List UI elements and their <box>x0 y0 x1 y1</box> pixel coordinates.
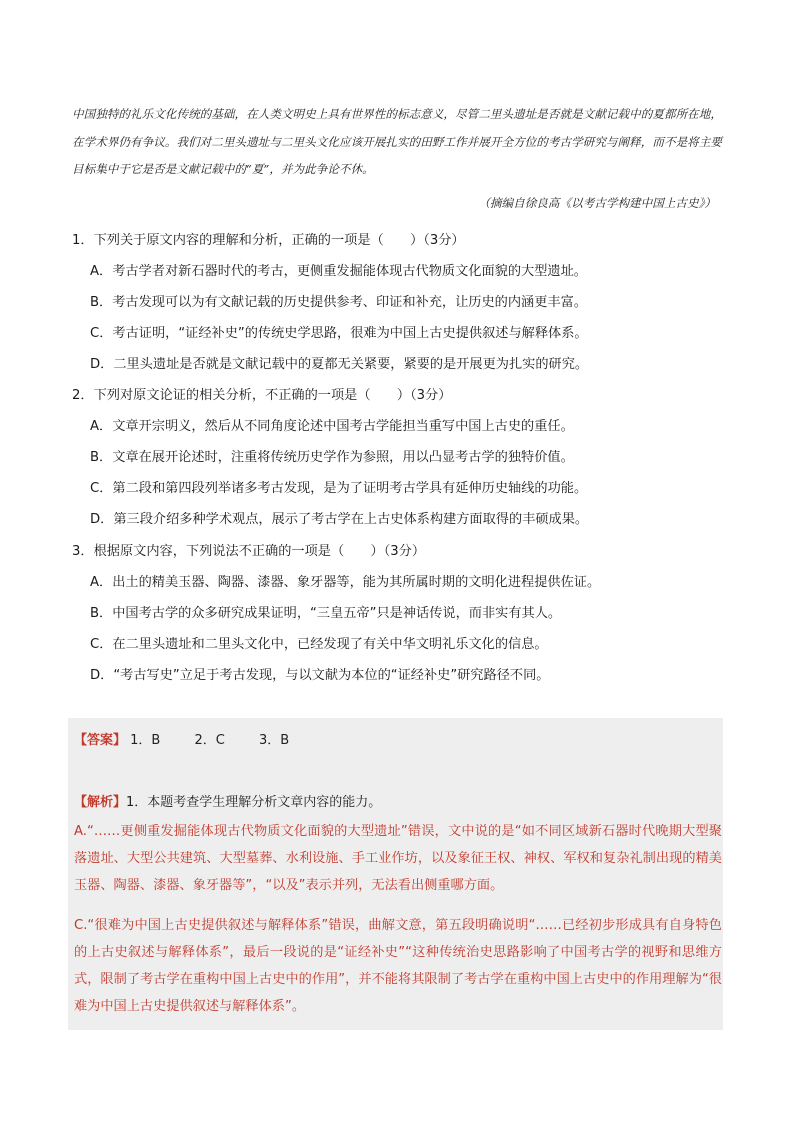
question-1-option-b: B．考古发现可以为有文献记载的历史提供参考、印证和补充，让历史的内涵更丰富。 <box>90 295 587 310</box>
question-1-option-c: C．考古证明，“证经补史”的传统史学思路，很难为中国上古史提供叙述与解释体系。 <box>90 326 588 341</box>
question-3-option-d: D．“考古写史”立足于考古发现，与以文献为本位的“证经补史”研究路径不同。 <box>90 668 550 683</box>
explanation-paragraph-a: A.“……更侧重发掘能体现古代物质文化面貌的大型遗址”错误，文中说的是“如不同区域新石器时代晚期大型聚落遗址、大型公共建筑、大型墓葬、水利设施、手工业作坊，以及象征王权、神权、军权和复杂礼制出现的精美玉器、陶器、漆器、象牙器等”，“以及”表示并列，无法看出侧重哪方面。 <box>74 824 722 893</box>
question-3-option-a: A．出土的精美玉器、陶器、漆器、象牙器等，能为其所属时期的文明化进程提供佐证。 <box>90 575 601 590</box>
question-3-option-c: C．在二里头遗址和二里头文化中，已经发现了有关中华文明礼乐文化的信息。 <box>90 637 548 652</box>
explanation-paragraph-c: C.“很难为中国上古史提供叙述与解释体系”错误，曲解文意，第五段明确说明“……已经初步形成具有自身特色的上古史叙述与解释体系”，最后一段说的是“证经补史”“这种传统治史思路影响了中国考古学的视野和思维方式，限制了考古学在重构中国上古史中的作用”，并不能将其限制了考古学在重构中国上古史中的作用理解为“很难为中国上古史提供叙述与解释体系”。 <box>74 918 722 1014</box>
answer-value-2: 2．C <box>194 733 225 748</box>
answer-value-3: 3．B <box>259 733 290 748</box>
answer-line <box>74 729 319 748</box>
question-2-option-c: C．第二段和第四段列举诸多考古发现，是为了证明考古学具有延伸历史轴线的功能。 <box>90 481 588 496</box>
answer-value-1: 1．B <box>130 733 161 748</box>
question-3-stem: 3．根据原文内容，下列说法不正确的一项是（ ）（3分） <box>72 544 426 559</box>
answer-tag: 【答案】 <box>74 733 127 748</box>
explanation-heading <box>74 791 381 810</box>
passage-source: （摘编自徐良高《以考古学构建中国上古史》） <box>478 196 716 210</box>
explanation-tag: 【解析】 <box>74 795 127 810</box>
passage-text: 中国独特的礼乐文化传统的基础，在人类文明史上具有世界性的标志意义，尽管二里头遗址是否就是文献记载中的夏都所在地，在学术界仍有争议。我们对二里头遗址与二里头文化应该开展扎实的田野工作并展开全方位的考古学研究与阐释，而不是将主要目标集中于它是否是文献记载中的“夏”，并为此争论不休。 <box>72 107 722 176</box>
question-3-option-b: B．中国考古学的众多研究成果证明，“三皇五帝”只是神话传说，而非实有其人。 <box>90 606 562 621</box>
question-1-option-a: A．考古学者对新石器时代的考古，更侧重发掘能体现古代物质文化面貌的大型遗址。 <box>90 264 587 279</box>
explanation-intro: 1．本题考查学生理解分析文章内容的能力。 <box>126 795 382 810</box>
question-2-option-b: B．文章在展开论述时，注重将传统历史学作为参照，用以凸显考古学的独特价值。 <box>90 450 574 465</box>
question-1-stem: 1．下列关于原文内容的理解和分析，正确的一项是（ ）（3分） <box>72 233 465 248</box>
question-2-option-a: A．文章开宗明义，然后从不同角度论述中国考古学能担当重写中国上古史的重任。 <box>90 419 574 434</box>
question-1-option-d: D．二里头遗址是否就是文献记载中的夏都无关紧要，紧要的是开展更为扎实的研究。 <box>90 357 589 372</box>
question-2-stem: 2．下列对原文论证的相关分析，不正确的一项是（ ）（3分） <box>72 388 452 403</box>
question-2-option-d: D．第三段介绍多种学术观点，展示了考古学在上古史体系构建方面取得的丰硕成果。 <box>90 512 589 527</box>
